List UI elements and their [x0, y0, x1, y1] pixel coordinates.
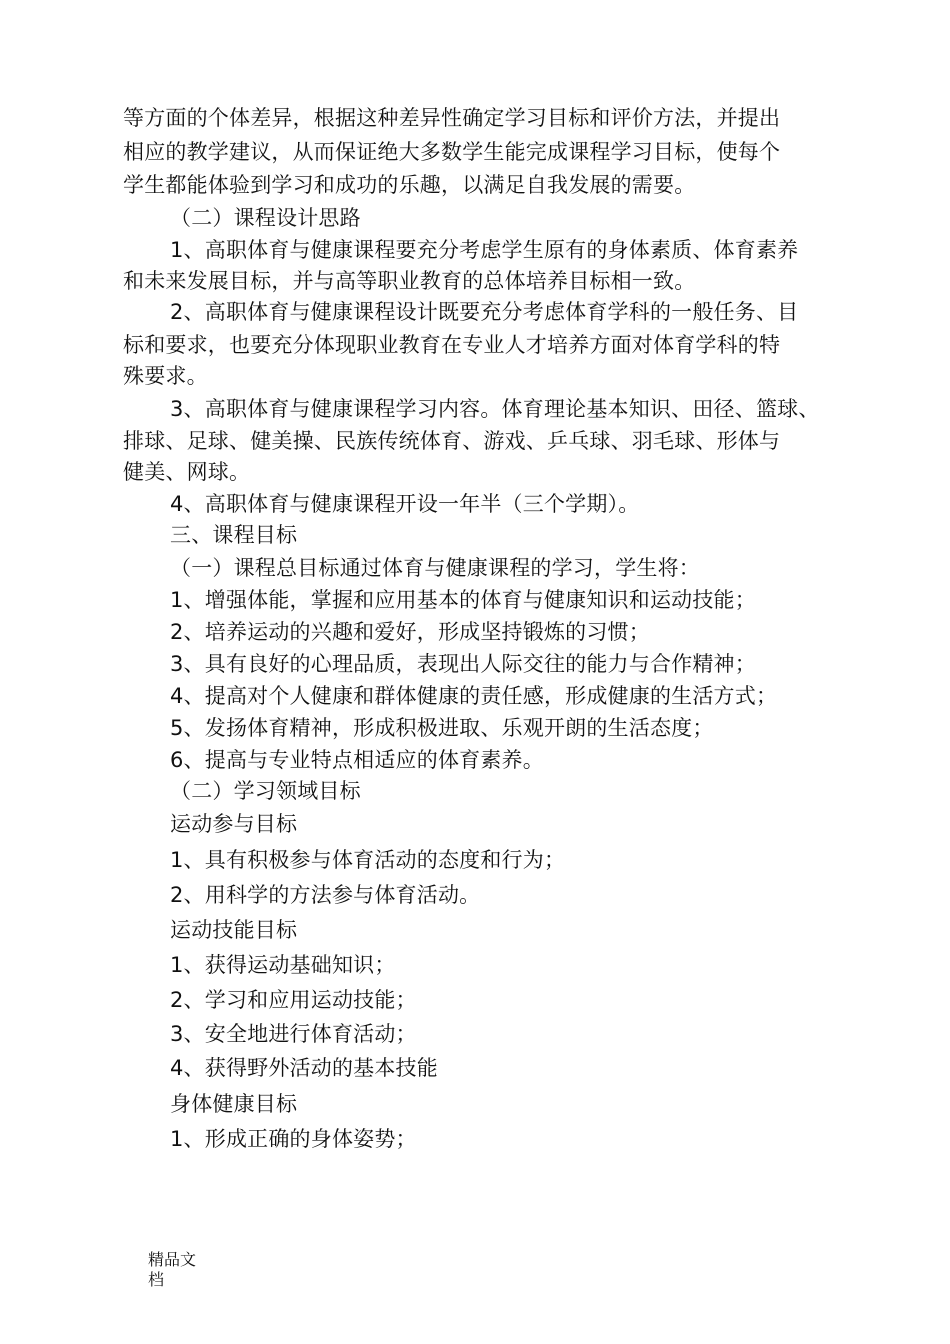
subsection-heading: 身体健康目标: [170, 1092, 298, 1116]
list-item: 1、增强体能，掌握和应用基本的体育与健康知识和运动技能；: [170, 588, 756, 612]
subsection-heading: 运动技能目标: [170, 918, 298, 942]
text-line: 学生都能体验到学习和成功的乐趣，以满足自我发展的需要。: [123, 173, 696, 197]
text-line: 4、高职体育与健康课程开设一年半（三个学期）。: [170, 492, 640, 516]
section-heading: （二）课程设计思路: [170, 206, 361, 230]
text-line: 相应的教学建议，从而保证绝大多数学生能完成课程学习目标，使每个: [123, 140, 781, 164]
text-line: 2、高职体育与健康课程设计既要充分考虑体育学科的一般任务、目: [170, 300, 799, 324]
list-item: 4、提高对个人健康和群体健康的责任感，形成健康的生活方式；: [170, 684, 778, 708]
list-item: 1、获得运动基础知识；: [170, 953, 396, 977]
list-item: 5、发扬体育精神，形成积极进取、乐观开朗的生活态度；: [170, 716, 714, 740]
list-item: 1、形成正确的身体姿势；: [170, 1127, 417, 1151]
text-line: 标和要求，也要充分体现职业教育在专业人才培养方面对体育学科的特: [123, 333, 781, 357]
list-item: 3、具有良好的心理品质，表现出人际交往的能力与合作精神；: [170, 652, 756, 676]
text-line: （一）课程总目标通过体育与健康课程的学习，学生将：: [170, 556, 700, 580]
list-item: 2、培养运动的兴趣和爱好，形成坚持锻炼的习惯；: [170, 620, 650, 644]
text-line: 3、高职体育与健康课程学习内容。体育理论基本知识、田径、篮球、: [170, 397, 820, 421]
list-item: 3、安全地进行体育活动；: [170, 1022, 417, 1046]
text-line: 排球、足球、健美操、民族传统体育、游戏、乒乓球、羽毛球、形体与: [123, 429, 781, 453]
text-line: 等方面的个体差异，根据这种差异性确定学习目标和评价方法，并提出: [123, 106, 781, 130]
section-heading: 三、课程目标: [170, 523, 298, 547]
text-line: 殊要求。: [123, 364, 208, 388]
footer-watermark-line2: 档: [148, 1270, 165, 1289]
list-item: 6、提高与专业特点相适应的体育素养。: [170, 748, 544, 772]
subsection-heading: 运动参与目标: [170, 812, 298, 836]
text-line: 健美、网球。: [123, 460, 251, 484]
list-item: 4、获得野外活动的基本技能: [170, 1056, 438, 1080]
section-heading: （二）学习领域目标: [170, 779, 361, 803]
footer-watermark-line1: 精品文: [148, 1250, 197, 1269]
text-line: 1、高职体育与健康课程要充分考虑学生原有的身体素质、体育素养: [170, 238, 799, 262]
text-line: 和未来发展目标，并与高等职业教育的总体培养目标相一致。: [123, 269, 696, 293]
list-item: 2、用科学的方法参与体育活动。: [170, 883, 481, 907]
list-item: 2、学习和应用运动技能；: [170, 988, 417, 1012]
list-item: 1、具有积极参与体育活动的态度和行为；: [170, 848, 566, 872]
